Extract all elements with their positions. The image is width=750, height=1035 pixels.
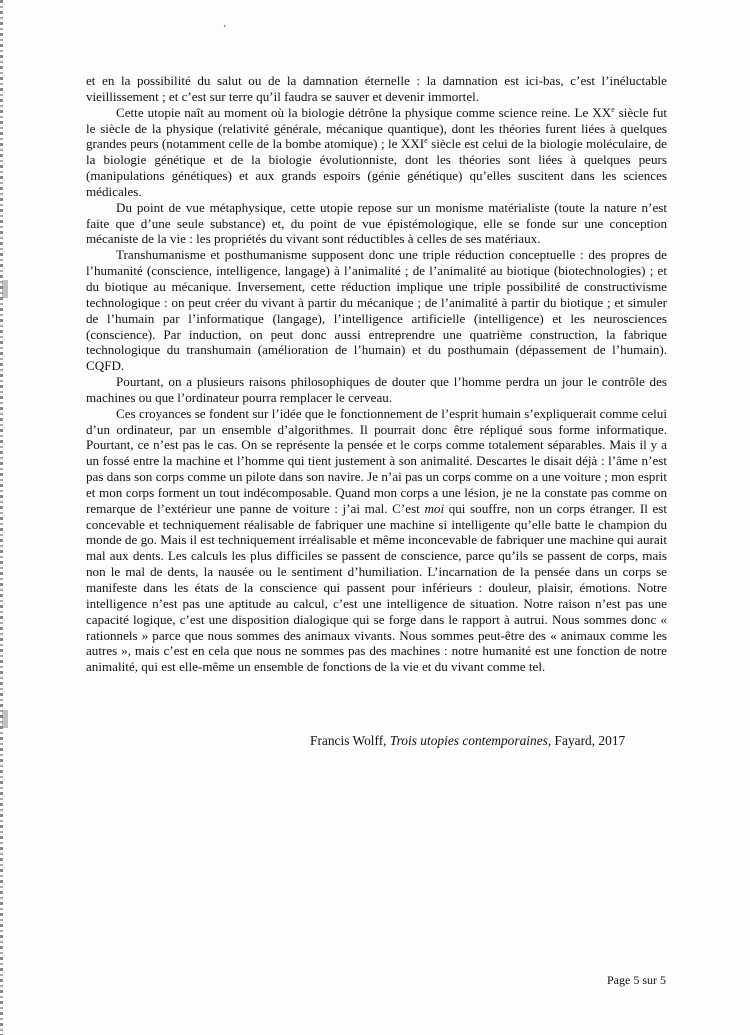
source-author: Francis Wolff, — [310, 733, 390, 748]
source-publisher: , Fayard, 2017 — [547, 733, 626, 748]
scan-edge-mark — [2, 280, 8, 298]
scan-edge-mark — [2, 710, 8, 728]
paragraph: Cette utopie naît au moment où la biologie détrône la physique comme science reine. Le XXe siècle fut le siècle de la physique (relativité générale, mécanique quantique), dont les théories furent liées à quelques grandes peurs (notamment celle de la bombe atomique) ; le XXIe siècle est celui de la biologie moléculaire, de la biologie génétique et de la biologie évolutionniste, dont les théories sont liées à quelques peurs (manipulations génétiques) et aux grands espoirs (génie génétique) qu’elles suscitent dans les sciences médicales. — [86, 104, 667, 199]
paragraph: et en la possibilité du salut ou de la damnation éternelle : la damnation est ici-bas, c’est l’inéluctable vieillissement ; et c’est sur terre qu’il faudra se sauver et devenir immortel. — [86, 73, 667, 104]
source-work-title: Trois utopies contemporaines — [389, 733, 548, 748]
page-number: Page 5 sur 5 — [607, 973, 666, 987]
article-body — [86, 73, 667, 675]
source-citation — [310, 733, 625, 749]
paragraph: Transhumanisme et posthumanisme supposent donc une triple réduction conceptuelle : des propres de l’humanité (conscience, intelligence, langage) à l’animalité ; de l’animalité au biotique (biotechnologies) ; et du biotique au mécanique. Inversement, cette réduction implique une triple possibilité de constructivisme technologique : on peut créer du vivant à partir du mécanique ; de l’animalité à partir du biotique ; et simuler de l’humain par l’informatique (langage), l’intelligence artificielle (intelligence) et les neurosciences (conscience). Par induction, on peut donc aussi entreprendre une quatrième construction, la fabrique technologique du transhumain (amélioration de l’humain) et du posthumain (dépassement de l’humain). CQFD. — [86, 247, 667, 374]
paragraph: Pourtant, on a plusieurs raisons philosophiques de douter que l’homme perdra un jour le contrôle des machines ou que l’ordinateur pourra remplacer le cerveau. — [86, 374, 667, 405]
stray-mark: ’ — [223, 24, 227, 35]
paragraph: Du point de vue métaphysique, cette utopie repose sur un monisme matérialiste (toute la nature n’est faite que d’une seule substance) et, du point de vue épistémologique, elle se fonde sur une conception mécaniste de la vie : les propriétés du vivant sont réductibles à celles de ses matériaux. — [86, 199, 667, 247]
scan-edge-artifact — [0, 0, 3, 1035]
paragraph: Ces croyances se fondent sur l’idée que le fonctionnement de l’esprit humain s’expliquerait comme celui d’un ordinateur, par un ensemble d’algorithmes. Il pourrait donc être répliqué sous forme informatique. Pourtant, ce n’est pas le cas. On se représente la pensée et le corps comme totalement séparables. Mais il y a un fossé entre la machine et l’homme qui tient justement à son animalité. Descartes le disait déjà : l’âme n’est pas dans son corps comme un pilote dans son navire. Je n’ai pas un corps comme on a une voiture ; mon esprit et mon corps forment un tout indécomposable. Quand mon corps a une lésion, je ne la constate pas comme on remarque de l’extérieur une panne de voiture : j’ai mal. C’est moi qui souffre, non un corps étranger. Il est concevable et techniquement réalisable de fabriquer une machine si intelligente qu’elle batte le champion du monde de go. Mais il est techniquement irréalisable et même inconcevable de fabriquer une machine qui aurait mal aux dents. Les calculs les plus difficiles se passent de conscience, parce qu’ils se passent de corps, mais non le mal de dents, la nausée ou le sentiment d’humiliation. L’incarnation de la pensée dans un corps se manifeste dans les états de la conscience qui passent pour inférieurs : douleur, plaisir, émotions. Notre intelligence n’est pas une aptitude au calcul, c’est une intelligence de situation. Notre raison n’est pas une capacité logique, c’est une disposition dialogique qui se forge dans le rapport à autrui. Nous sommes donc « rationnels » parce que nous sommes des animaux vivants. Nous sommes peut-être des « animaux comme les autres », mais c’est en cela que nous ne sommes pas des machines : notre humanité est une fonction de notre animalité, qui est elle-même un ensemble de fonctions de la vie et du vivant comme tel. — [86, 405, 667, 675]
